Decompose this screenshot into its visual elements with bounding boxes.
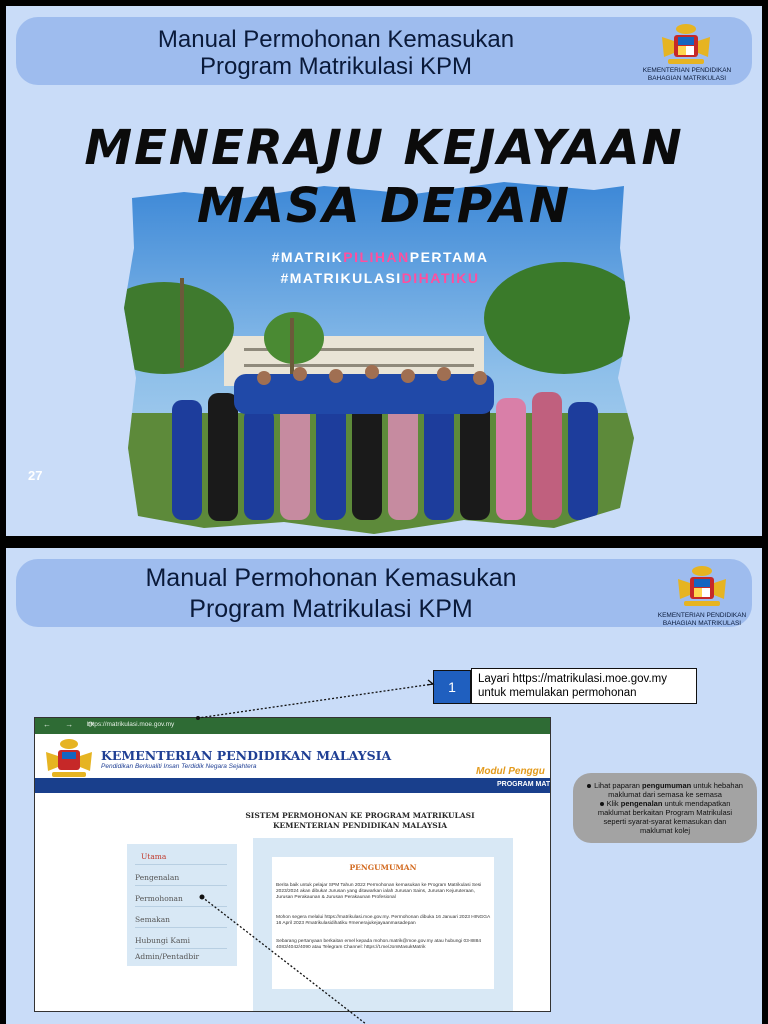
system-title-line-1: SISTEM PERMOHONAN KE PROGRAM MATRIKULASI [245,811,475,820]
note-line-4: maklumat berkaitan Program Matrikulasi [597,808,733,817]
menu-item-semakan[interactable]: Semakan [135,915,227,928]
crest-caption-line-2: BAHAGIAN MATRIKULASI [662,619,742,627]
crest-caption-line-2: BAHAGIAN MATRIKULASI [647,74,727,82]
title-line-1: Manual Permohonan Kemasukan [145,564,517,592]
bullet-icon [587,784,591,788]
crest-caption-line-1: KEMENTERIAN PENDIDIKAN [657,612,747,619]
note-line-3: Klik pengenalan untuk mendapatkan [581,799,749,808]
crest-caption [632,67,742,82]
site-subtitle: Pendidikan Berkualiti Insan Terdidik Negara Sejahtera [101,763,257,770]
slide-step-1 [6,548,762,1024]
menu-item-pengenalan[interactable]: Pengenalan [135,873,227,886]
hashtag-1-part-b: PILIHAN [343,249,410,265]
kpm-crest-icon [41,738,97,780]
browser-url: https://matrikulasi.moe.gov.my [87,721,175,728]
step-instruction-line-1: Layari https://matrikulasi.moe.gov.my [478,673,667,685]
menu-item-permohonan[interactable]: Permohonan [135,894,227,907]
browser-nav-icons: ← → ⟳ [43,720,101,729]
note-line-5: seperti syarat-syarat kemasukan dan [603,817,727,826]
note-line-1: Lihat paparan pengumuman untuk hebahan [581,781,749,790]
website-screenshot [34,717,551,1012]
title-line-2: Program Matrikulasi KPM [199,53,473,80]
ministry-crest-icon [658,23,714,67]
hashtag-1-part-a: #MATRIK [271,249,344,265]
browser-address-bar [35,718,551,734]
page-number: 27 [28,468,43,483]
step-instruction-line-2: untuk memulakan permohonan [478,687,637,699]
slide-cover [6,6,762,536]
site-banner-label: PROGRAM MAT [497,781,551,788]
step-number-badge: 1 [433,670,471,704]
note-line-6: maklumat kolej [639,826,691,835]
menu-item-admin[interactable]: Admin/Pentadbir [135,952,200,961]
menu-item-utama[interactable]: Utama [135,852,227,865]
site-title: KEMENTERIAN PENDIDIKAN MALAYSIA [101,748,392,763]
slide-header [16,17,752,85]
headline-line-2: MASA DEPAN [196,178,572,234]
announcement-card [272,857,494,989]
headline-line-1: MENERAJU KEJAYAAN [84,120,684,176]
system-title-line-2: KEMENTERIAN PENDIDIKAN MALAYSIA [272,821,448,830]
hashtag-matrik-pilihan-pertama [124,249,636,265]
hashtag-1-part-c: PERTAMA [409,249,489,265]
hashtag-matrikulasi-dihatiku [124,270,636,286]
url-callout-line [198,684,433,718]
slide-title [16,26,656,80]
bullet-icon [600,802,604,806]
crest-caption-line-1: KEMENTERIAN PENDIDIKAN [642,67,732,74]
announcement-title: PENGUMUMAN [349,863,417,872]
slide-title [16,563,646,625]
slide-header [16,559,752,627]
hashtag-2-part-b: DIHATIKU [401,270,480,286]
announcement-paragraph-1: Berita baik untuk pelajar SPM Tahun 2022 Permohonan kemasukan ke Program Matrikulasi Sesi 2023/2024 akan dibuka! Jurusan yang ditawarkan ialah Jurusan Sains, Jurusan Kejuruteraan, Jurusan Perakaunan & Jurusan Perakaunan Profesional [276,883,482,901]
ministry-crest-icon [674,565,730,609]
modul-pengguna-label: Modul Penggu [476,766,545,777]
instruction-note [573,773,757,843]
announcement-paragraph-2: Mohon segera melalui https://matrikulasi.moe.gov.my. Permohonan dibuka 16 Januari 2023 HINGGA 16 April 2023 #matrikulasidihatiku #menerajukejayaanmasadepan [276,915,490,927]
note-line-2: maklumat dari semasa ke semasa [608,790,722,799]
step-instruction [471,668,697,704]
title-line-2: Program Matrikulasi KPM [189,595,473,623]
system-title [245,811,475,831]
site-side-menu [127,844,237,966]
menu-item-hubungi-kami[interactable]: Hubungi Kami [135,936,227,949]
hashtag-2-part-a: #MATRIKULASI [280,270,402,286]
crest-caption [647,612,757,627]
announcement-paragraph-3: Sebarang pertanyaan berkaitan emel kepada mohon.matrik@moe.gov.my atau hubungi 03-8884 4083/4042/4090 atau Telegram Channel: https://t.me/JomMasukMatrik [276,939,482,951]
title-line-1: Manual Permohonan Kemasukan [157,26,515,53]
site-banner-strip [35,778,551,793]
